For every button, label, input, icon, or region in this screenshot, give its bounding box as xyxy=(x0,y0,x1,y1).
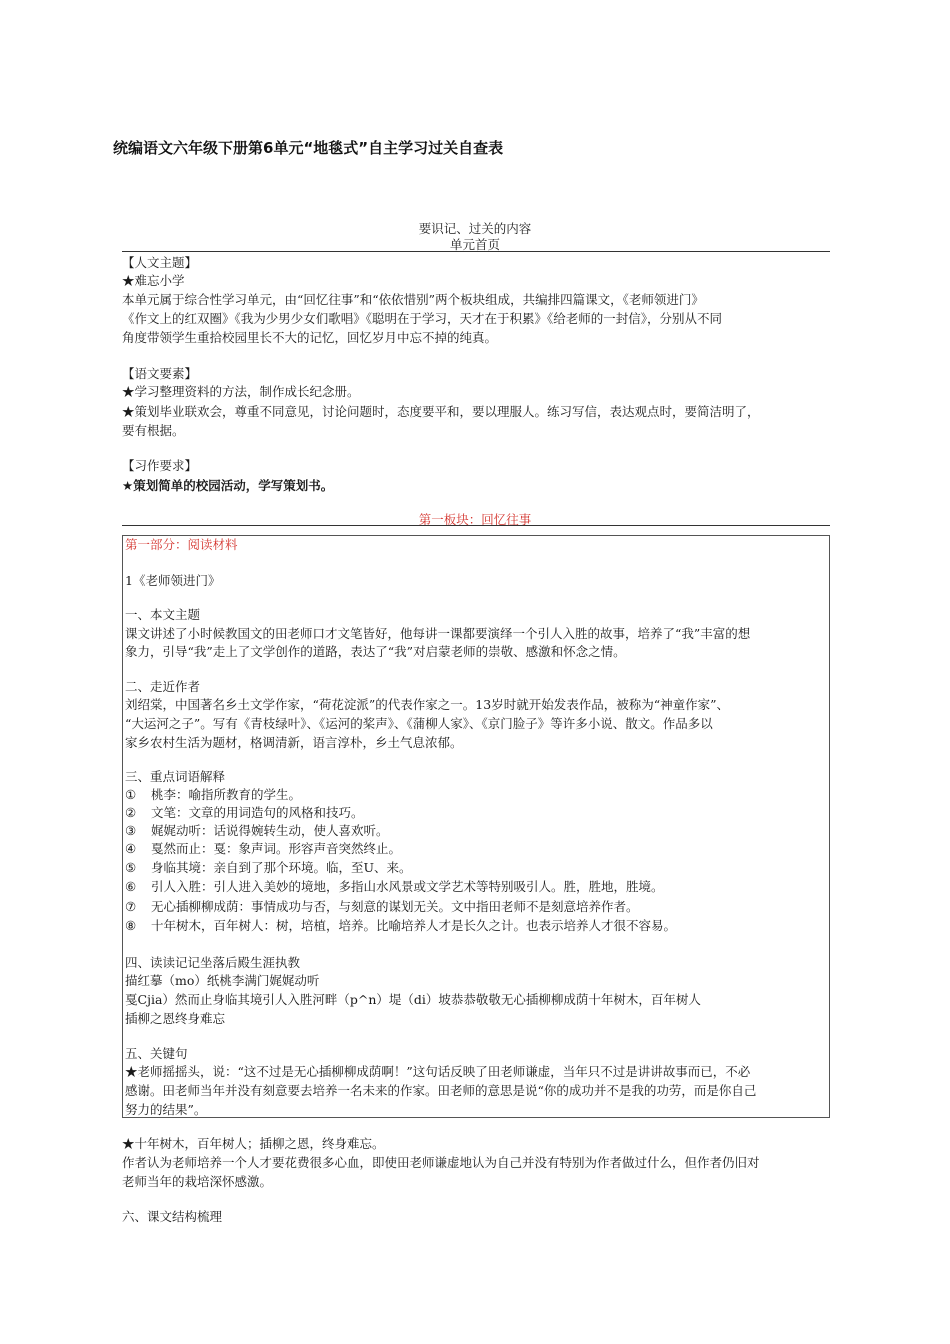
after-paragraph-line: 作者认为老师培养一个人才要花费很多心血，即使田老师谦虚地认为自己并没有特别为作者做过什么，但作者仍旧对 xyxy=(122,1155,760,1170)
header-rule xyxy=(122,251,830,252)
key-sentence-line: 努力的结果”。 xyxy=(125,1102,207,1117)
word-item: ③ 娓娓动听：话说得婉转生动，使人喜欢听。 xyxy=(125,823,389,838)
humanities-paragraph-line: 本单元属于综合性学习单元，由“回忆往事”和“依依惜别”两个板块组成，共编排四篇课文，《老师领进门》 xyxy=(122,292,704,307)
reading-material-box xyxy=(122,535,830,1118)
word-item: ⑦ 无心插柳柳成荫：事情成功与否，与刻意的谋划无关。文中指田老师不是刻意培养作者。 xyxy=(125,899,639,914)
word-item: ⑤ 身临其境：亲自到了那个环境。临，至U、来。 xyxy=(125,860,412,875)
word-item: ④ 戛然而止：戛：象声词。形容声音突然终止。 xyxy=(125,841,402,856)
writing-star: ★策划简单的校园活动，学写策划书。 xyxy=(122,478,334,493)
humanities-paragraph-line: 《作文上的红双圈》《我为少男少女们歌唱》《聪明在于学习，天才在于积累》《给老师的一封信》，分别从不同 xyxy=(122,311,723,326)
read-line: 戛Cjia）然而止身临其境引人入胜河畔（p^n）堤（di）坡恭恭敬敬无心插柳柳成荫十年树木，百年树人 xyxy=(125,992,701,1007)
theme-paragraph-line: 课文讲述了小时候教国文的田老师口才文笔皆好，他每讲一课都要演绎一个引人入胜的故事，培养了“我”丰富的想 xyxy=(125,626,751,641)
part-one-heading: 第一部分：阅读材料 xyxy=(125,537,238,552)
key-sentence-heading: 五、关键句 xyxy=(125,1046,188,1061)
word-item: ② 文笔：文章的用词造句的风格和技巧。 xyxy=(125,805,364,820)
key-sentence-line: ★老师摇摇头，说：“这不过是无心插柳柳成荫啊！”这句话反映了田老师谦虚，当年只不过是讲讲故事而已，不必 xyxy=(125,1064,751,1079)
author-paragraph-line: 家乡农村生活为题材，格调清新，语言淳朴，乡土气息浓郁。 xyxy=(125,735,463,750)
language-star-continued: 要有根据。 xyxy=(122,423,185,438)
author-paragraph-line: 刘绍棠，中国著名乡土文学作家，“荷花淀派”的代表作家之一。13岁时就开始发表作品，被称为“神童作家”、 xyxy=(125,697,729,712)
humanities-heading: 【人文主题】 xyxy=(122,255,198,270)
humanities-star: ★难忘小学 xyxy=(122,273,185,288)
after-paragraph-line: 老师当年的栽培深怀感激。 xyxy=(122,1174,273,1189)
author-heading: 二、走近作者 xyxy=(125,679,201,694)
language-heading: 【语文要素】 xyxy=(122,366,198,381)
block-one-rule xyxy=(122,525,830,526)
lesson-title: 1《老师领进门》 xyxy=(125,573,221,588)
block-one-heading: 第一板块：回忆往事 xyxy=(418,512,532,527)
word-item: ⑥ 引人入胜：引人进入美妙的境地，多指山水风景或文学艺术等特别吸引人。胜，胜地，胜境。 xyxy=(125,879,664,894)
author-paragraph-line: “大运河之子”。写有《青枝绿叶》、《运河的桨声》、《蒲柳人家》、《京门脸子》等许多小说、散文。作品多以 xyxy=(125,716,713,731)
content-header: 要识记、过关的内容 xyxy=(418,221,532,236)
theme-paragraph-line: 象力，引导“我”走上了文学创作的道路，表达了“我”对启蒙老师的崇敬、感激和怀念之情。 xyxy=(125,644,626,659)
theme-heading: 一、本文主题 xyxy=(125,607,201,622)
structure-heading: 六、课文结构梳理 xyxy=(122,1209,223,1224)
read-line: 插柳之恩终身难忘 xyxy=(125,1011,226,1026)
word-item: ⑧ 十年树木，百年树人：树，培植，培养。比喻培养人才是长久之计。也表示培养人才很不容易。 xyxy=(125,918,677,933)
language-star: ★策划毕业联欢会，尊重不同意见，讨论问题时，态度要平和，要以理服人。练习写信，表达观点时，要简洁明了， xyxy=(122,404,760,419)
words-heading: 三、重点词语解释 xyxy=(125,769,226,784)
unit-first-page-label: 单元首页 xyxy=(449,237,500,252)
humanities-paragraph-line: 角度带领学生重拾校园里长不大的记忆，回忆岁月中忘不掉的纯真。 xyxy=(122,330,498,345)
read-heading: 四、读读记记坐落后殿生涯执教 xyxy=(125,955,301,970)
document-title: 统编语文六年级下册第6单元“地毯式”自主学习过关自查表 xyxy=(113,139,504,157)
after-star: ★十年树木，百年树人；插柳之恩，终身难忘。 xyxy=(122,1136,385,1151)
writing-heading: 【习作要求】 xyxy=(122,458,198,473)
read-line: 描红摹（mo）纸桃李满门娓娓动听 xyxy=(125,973,320,988)
word-item: ① 桃李：喻指所教育的学生。 xyxy=(125,787,302,802)
language-star: ★学习整理资料的方法，制作成长纪念册。 xyxy=(122,384,360,399)
key-sentence-line: 感谢。田老师当年并没有刻意要去培养一名未来的作家。田老师的意思是说“你的成功并不是我的功劳，而是你自己 xyxy=(125,1083,757,1098)
